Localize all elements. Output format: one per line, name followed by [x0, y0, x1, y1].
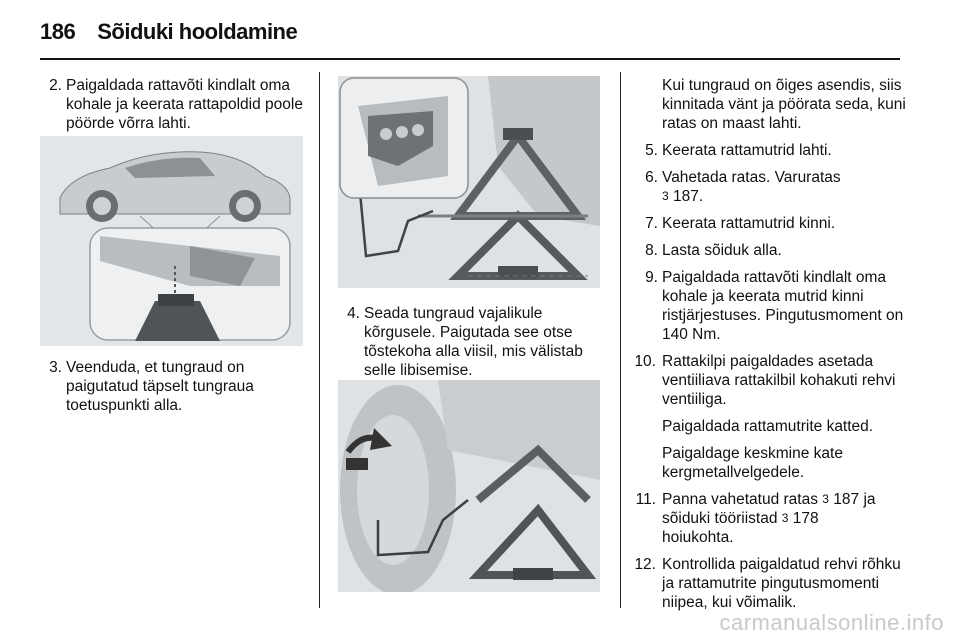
step-number: 3.: [49, 359, 62, 376]
page-reference[interactable]: 187 ja: [833, 491, 876, 508]
step-number: 2.: [49, 77, 62, 94]
step-text: Panna vahetatud ratas: [662, 491, 818, 508]
page-reference[interactable]: 178: [792, 510, 819, 527]
step-10-note-2: Paigaldage keskmine kate kergmetallvelgedele.: [662, 445, 843, 481]
page-title: Sõiduki hooldamine: [97, 19, 298, 44]
step-text: Lasta sõiduk alla.: [662, 242, 782, 259]
page-reference-icon: 3: [662, 189, 669, 203]
figure-jack-crank: [338, 76, 600, 288]
page-reference[interactable]: 187.: [673, 188, 704, 205]
intro-paragraph: Kui tungraud on õiges asendis, siis kinnitada vänt ja pöörata seda, kuni ratas on maast lahti.: [662, 77, 906, 132]
step-3: [40, 358, 308, 415]
car-jack-point-illustration: [40, 136, 303, 346]
page-reference-icon: 3: [822, 492, 829, 506]
step-text: Kontrollida paigaldatud rehvi rõhku ja rattamutrite pingutusmomenti niipea, kui võimalik.: [662, 556, 901, 611]
column-2-text: [338, 304, 610, 388]
step-number: 4.: [347, 305, 360, 322]
jack-crank-illustration: [338, 76, 600, 288]
page-reference-icon: 3: [781, 511, 789, 525]
step-8: [636, 241, 906, 260]
step-text: sõiduki tööriistad: [662, 510, 778, 527]
step-12: [636, 555, 906, 612]
jack-raise-illustration: [338, 380, 600, 592]
figure-car-jack-point: [40, 136, 303, 346]
step-11: [636, 490, 906, 547]
column-divider: [620, 72, 621, 608]
step-text: Paigaldada rattavõti kindlalt oma kohale ja keerata rattapoldid poole pöörde võrra lahti.: [66, 77, 303, 132]
page-header: [40, 14, 297, 50]
figure-jack-raise: [338, 380, 600, 592]
step-7: [636, 214, 906, 233]
watermark: carmanualsonline.info: [719, 610, 944, 635]
step-10: [636, 352, 906, 409]
column-3: [636, 76, 906, 620]
column-1: [40, 76, 308, 141]
step-number: 10.: [634, 353, 656, 370]
step-number: 7.: [645, 215, 658, 232]
page-number: 186: [40, 19, 76, 44]
step-4: [338, 304, 610, 380]
step-text: Keerata rattamutrid kinni.: [662, 215, 836, 232]
step-text: Seada tungraud vajalikule kõrgusele. Paigutada see otse tõstekoha alla viisil, mis välistab selle libisemise.: [364, 305, 583, 379]
column-divider: [319, 72, 320, 608]
header-rule: [40, 58, 900, 60]
step-number: 8.: [645, 242, 658, 259]
step-text: Rattakilpi paigaldades asetada ventiiliava rattakilbil kohakuti rehvi ventiiliga.: [662, 353, 896, 408]
step-2: [40, 76, 308, 133]
step-10-note-1: Paigaldada rattamutrite katted.: [662, 418, 874, 435]
step-6: [636, 168, 906, 206]
step-text: hoiukohta.: [662, 529, 734, 546]
step-9: [636, 268, 906, 344]
step-number: 9.: [645, 269, 658, 286]
step-text: Paigaldada rattavõti kindlalt oma kohale ja keerata mutrid kinni ristjärjestuses. Pingutusmoment on 140 Nm.: [662, 269, 904, 343]
step-number: 11.: [635, 491, 656, 508]
step-text: Vahetada ratas. Varuratas: [662, 169, 841, 186]
step-number: 5.: [645, 142, 658, 159]
step-5: [636, 141, 906, 160]
column-1-lower: [40, 358, 308, 423]
step-number: 12.: [634, 556, 656, 573]
step-text: Keerata rattamutrid lahti.: [662, 142, 832, 159]
step-text: Veenduda, et tungraud on paigutatud täpselt tungraua toetuspunkti alla.: [66, 359, 254, 414]
step-number: 6.: [645, 169, 658, 186]
